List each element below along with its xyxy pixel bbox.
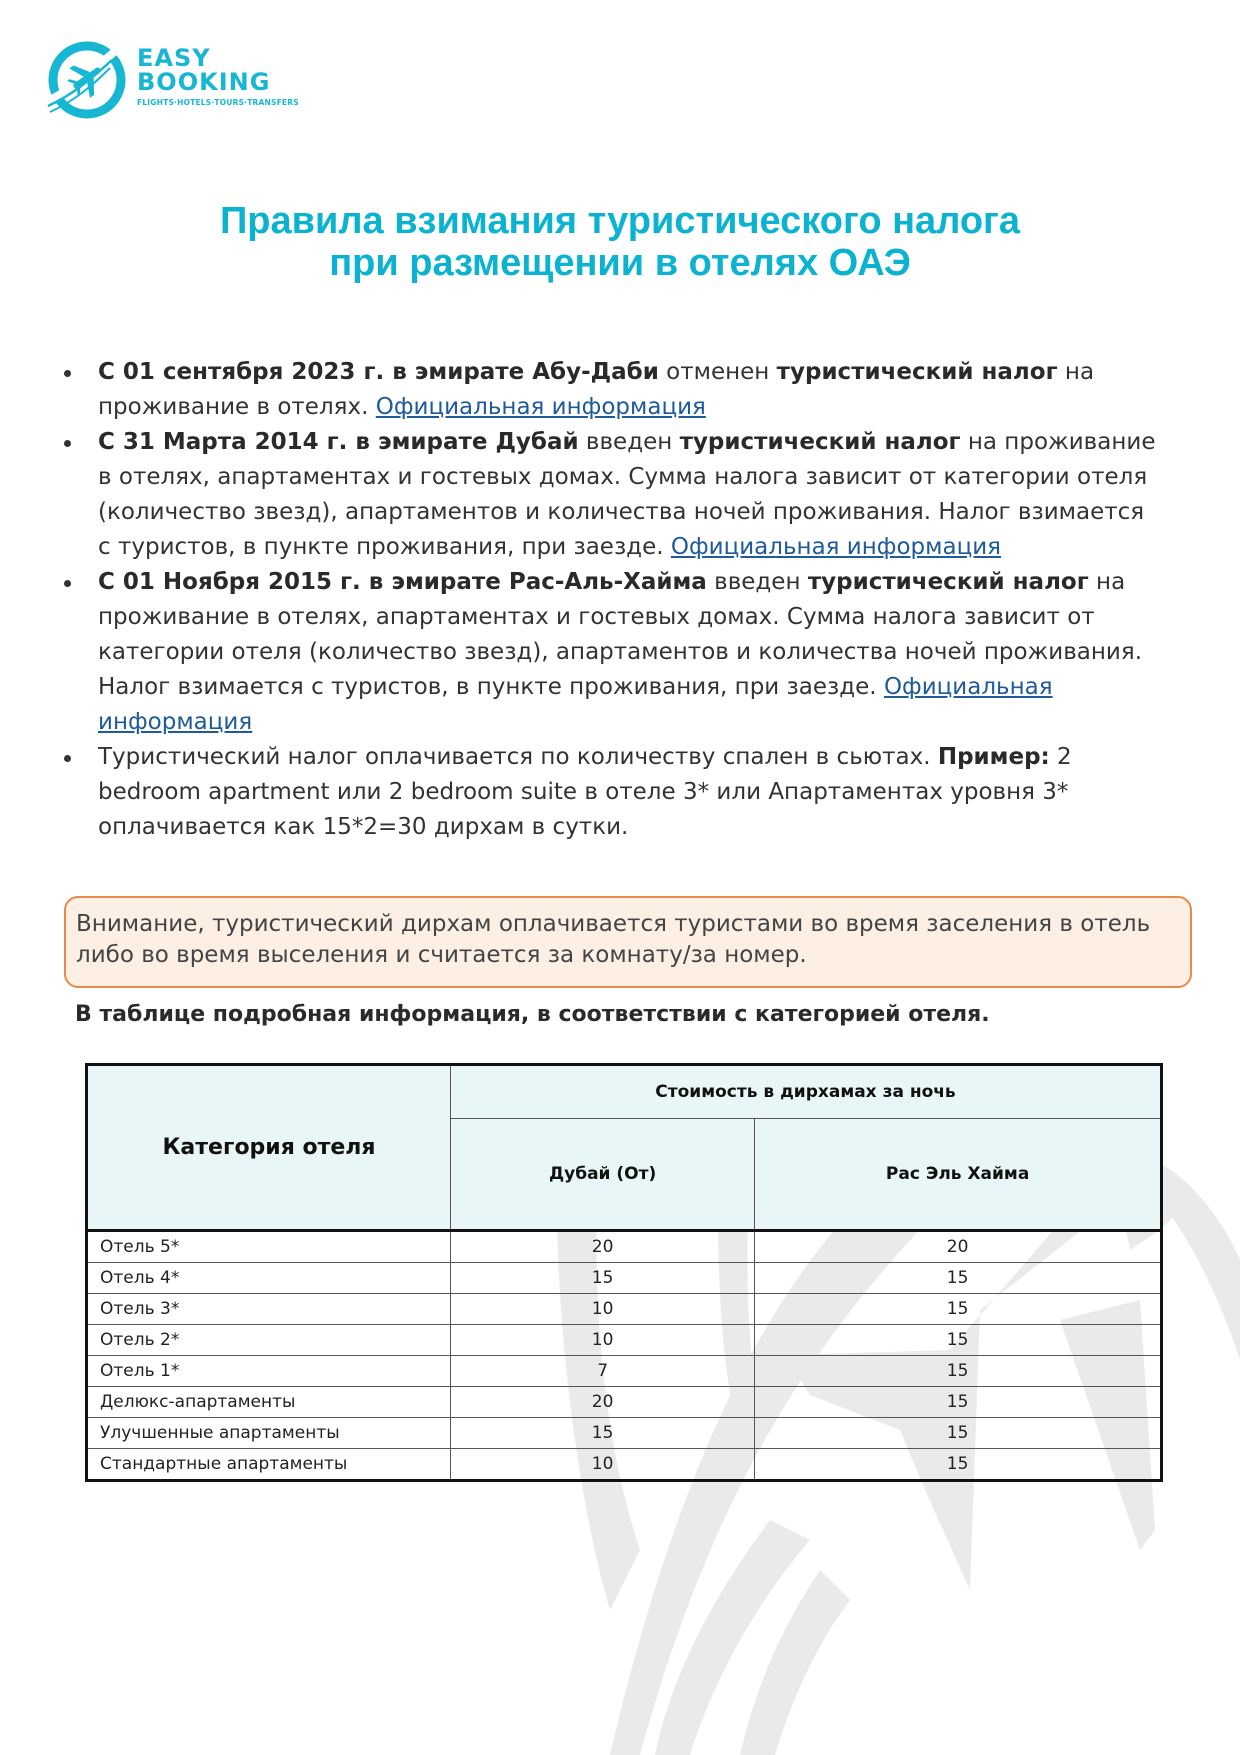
cell-rak: 15 [755, 1387, 1162, 1418]
cell-dubai: 10 [451, 1449, 755, 1481]
attention-callout: Внимание, туристический дирхам оплачивается туристами во время заселения в отель либо во время выселения и считается за комнату/за номер. [64, 896, 1192, 988]
bullet-text: Туристический налог оплачивается по количеству спален в сьютах. [98, 744, 938, 770]
bullet-icon [64, 440, 71, 447]
bullet-example-label: Пример: [937, 744, 1050, 770]
logo-text [137, 46, 299, 107]
official-info-link-dubai[interactable]: Официальная информация [670, 534, 1002, 560]
bullet-text: 2 bedroom apartment или 2 bedroom suite в отеле 3* или Апартаментах уровня 3* оплачивается как 15*2=30 дирхам в сутки. [98, 744, 1072, 840]
table-row [87, 1387, 1162, 1418]
cell-category: Делюкс-апартаменты [87, 1387, 451, 1418]
logo-word-booking: BOOKING [137, 68, 271, 96]
cell-dubai: 7 [451, 1356, 755, 1387]
cell-rak: 15 [755, 1449, 1162, 1481]
official-info-link-ras-al-khaimah[interactable]: Официальная информация [98, 674, 1053, 735]
bullet-emphasis: туристический налог [679, 429, 961, 455]
tourist-tax-table [85, 1063, 1163, 1482]
bullet-date-emirate: С 31 Марта 2014 г. в эмирате Дубай [98, 429, 579, 455]
cell-rak: 15 [755, 1356, 1162, 1387]
cell-category: Отель 1* [87, 1356, 451, 1387]
cell-category: Улучшенные апартаменты [87, 1418, 451, 1449]
cell-dubai: 15 [451, 1418, 755, 1449]
table-row [87, 1231, 1162, 1263]
header-hotel-category: Категория отеля [87, 1065, 451, 1231]
header-cost-per-night: Стоимость в дирхамах за ночь [451, 1065, 1162, 1119]
cell-dubai: 10 [451, 1325, 755, 1356]
page-title-line2: при размещении в отелях ОАЭ [329, 242, 911, 284]
header-dubai: Дубай (От) [451, 1119, 755, 1231]
easy-booking-logo [42, 40, 322, 122]
cell-rak: 15 [755, 1263, 1162, 1294]
bullet-icon [64, 755, 71, 762]
cell-category: Отель 4* [87, 1263, 451, 1294]
bullet-emphasis: туристический налог [807, 569, 1089, 595]
list-item-ras-al-khaimah [60, 565, 1160, 740]
cell-rak: 15 [755, 1294, 1162, 1325]
bullet-emphasis: туристический налог [776, 359, 1058, 385]
cell-dubai: 10 [451, 1294, 755, 1325]
bullet-text: на проживание в отелях, апартаментах и гостевых домах. Сумма налога зависит от категории отеля (количество звезд), апартаментов и количества ночей проживания. Налог взимается с туристов, в пункте проживания, при заезде. [98, 569, 1143, 700]
table-row [87, 1263, 1162, 1294]
logo-word-easy: EASY [137, 44, 211, 72]
table-row [87, 1356, 1162, 1387]
cell-rak: 15 [755, 1418, 1162, 1449]
globe-airplane-logo-icon [42, 40, 132, 122]
bullet-date-emirate: С 01 Ноября 2015 г. в эмирате Рас-Аль-Хайма [98, 569, 707, 595]
bullet-icon [64, 580, 71, 587]
list-item-dubai [60, 425, 1160, 565]
table-row [87, 1449, 1162, 1481]
bullet-text: введен [578, 429, 680, 455]
table-row [87, 1294, 1162, 1325]
list-item-abu-dhabi [60, 355, 1160, 425]
table-row [87, 1325, 1162, 1356]
page-title [0, 200, 1240, 284]
bullet-icon [64, 370, 71, 377]
bullet-text: отменен [658, 359, 777, 385]
page-title-line1: Правила взимания туристического налога [219, 200, 1021, 242]
table-row [87, 1418, 1162, 1449]
logo-tagline: FLIGHTS·HOTELS·TOURS·TRANSFERS [137, 98, 299, 107]
bullet-date-emirate: С 01 сентября 2023 г. в эмирате Абу-Даби [98, 359, 659, 385]
cell-dubai: 20 [451, 1387, 755, 1418]
tax-rules-list [60, 355, 1160, 845]
cell-dubai: 15 [451, 1263, 755, 1294]
header-ras-al-khaimah: Рас Эль Хайма [755, 1119, 1162, 1231]
cell-dubai: 20 [451, 1231, 755, 1263]
cell-category: Отель 2* [87, 1325, 451, 1356]
official-info-link-abu-dhabi[interactable]: Официальная информация [375, 394, 706, 420]
bullet-text: на проживание в отелях, апартаментах и гостевых домах. Сумма налога зависит от категории отеля (количество звезд), апартаментов и количества ночей проживания. Налог взимается с туристов, в пункте проживания, при заезде. [98, 429, 1156, 560]
cell-category: Стандартные апартаменты [87, 1449, 451, 1481]
cell-rak: 15 [755, 1325, 1162, 1356]
table-caption: В таблице подробная информация, в соответствии с категорией отеля. [75, 1002, 990, 1027]
cell-rak: 20 [755, 1231, 1162, 1263]
bullet-text: на проживание в отелях. [98, 359, 1095, 420]
cell-category: Отель 5* [87, 1231, 451, 1263]
bullet-text: введен [706, 569, 808, 595]
cell-category: Отель 3* [87, 1294, 451, 1325]
list-item-suites-example [60, 740, 1160, 845]
